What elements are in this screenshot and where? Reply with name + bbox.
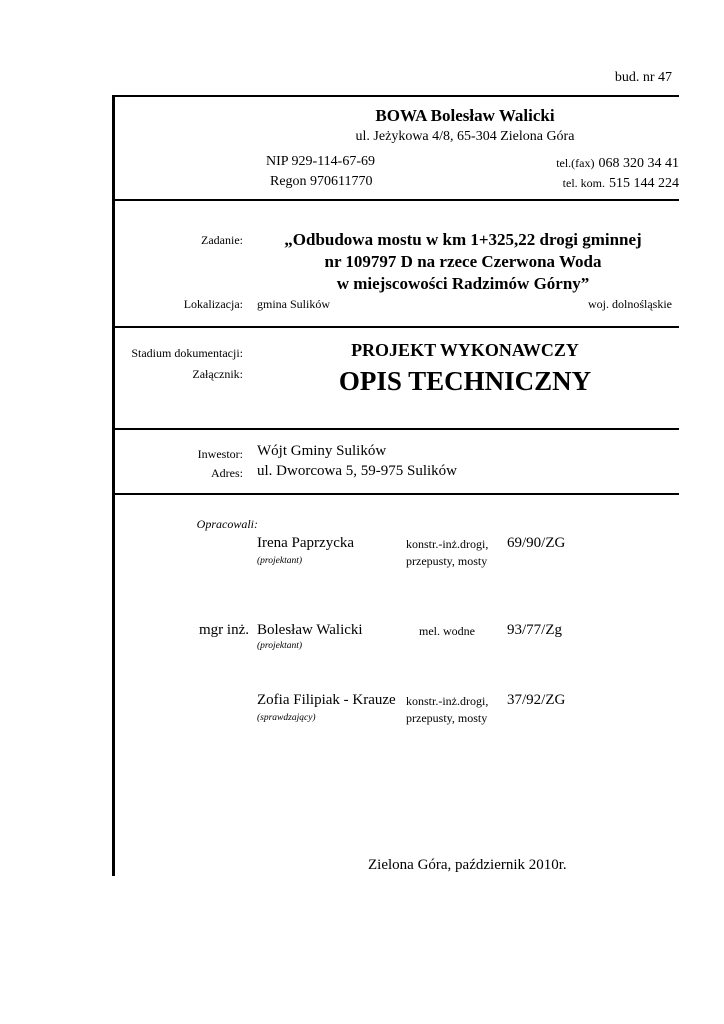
investor-address-label: Adres: <box>211 466 243 480</box>
author-spec-2: przepusty, mosty <box>406 554 488 568</box>
author-spec-2: przepusty, mosty <box>406 711 488 725</box>
divider-documentation <box>112 428 679 430</box>
company-address: ul. Jeżykowa 4/8, 65-304 Zielona Góra <box>355 129 575 144</box>
company-phone-fax <box>556 154 679 172</box>
page-ref: bud. nr 47 <box>614 70 672 85</box>
author-role: (projektant) <box>257 641 303 651</box>
author-spec-1: konstr.-inż.drogi, <box>406 537 489 551</box>
location-value: gmina Sulików <box>257 297 331 311</box>
investor-address: ul. Dworcowa 5, 59-975 Sulików <box>257 463 457 479</box>
author-name: Zofia Filipiak - Krauze <box>257 692 396 708</box>
company-regon: Regon 970611770 <box>270 174 373 189</box>
author-role: (sprawdzający) <box>257 713 316 723</box>
task-title-line3: w miejscowości Radzimów Górny” <box>336 274 590 293</box>
author-prefix: mgr inż. <box>199 622 249 638</box>
divider-investor <box>112 493 679 495</box>
divider-company <box>112 199 679 201</box>
place-date: Zielona Góra, październik 2010r. <box>368 857 567 873</box>
tel-fax-label: tel.(fax) <box>556 156 595 170</box>
frame-top-border <box>112 95 679 97</box>
divider-task <box>112 326 679 328</box>
attachment-label: Załącznik: <box>192 367 243 381</box>
author-licence: 93/77/Zg <box>507 622 562 638</box>
task-title-line1: „Odbudowa mostu w km 1+325,22 drogi gminnej <box>284 230 642 249</box>
author-licence: 37/92/ZG <box>507 692 566 708</box>
task-title-line2: nr 109797 D na rzece Czerwona Woda <box>324 252 602 271</box>
investor-name: Wójt Gminy Sulików <box>257 443 387 459</box>
author-name: Irena Paprzycka <box>257 535 355 551</box>
authors-label: Opracowali: <box>196 517 258 531</box>
task-label: Zadanie: <box>201 233 243 247</box>
tel-fax-number: 068 320 34 41 <box>598 156 679 171</box>
author-spec-1: mel. wodne <box>419 624 475 638</box>
company-name: BOWA Bolesław Walicki <box>375 106 555 125</box>
frame-left-border <box>112 96 115 876</box>
attachment-value: OPIS TECHNICZNY <box>338 366 592 396</box>
stage-label: Stadium dokumentacji: <box>131 346 243 360</box>
author-role: (projektant) <box>257 556 303 566</box>
tel-kom-number: 515 144 224 <box>609 176 679 191</box>
investor-label: Inwestor: <box>197 447 243 461</box>
author-spec-1: konstr.-inż.drogi, <box>406 694 489 708</box>
author-licence: 69/90/ZG <box>507 535 566 551</box>
region-value: woj. dolnośląskie <box>588 297 672 311</box>
tel-kom-label: tel. kom. <box>562 176 605 190</box>
location-label: Lokalizacja: <box>183 297 243 311</box>
company-phone-mobile <box>563 174 679 192</box>
company-nip: NIP 929-114-67-69 <box>266 154 376 169</box>
stage-value: PROJEKT WYKONAWCZY <box>351 340 579 360</box>
author-name: Bolesław Walicki <box>257 622 363 638</box>
